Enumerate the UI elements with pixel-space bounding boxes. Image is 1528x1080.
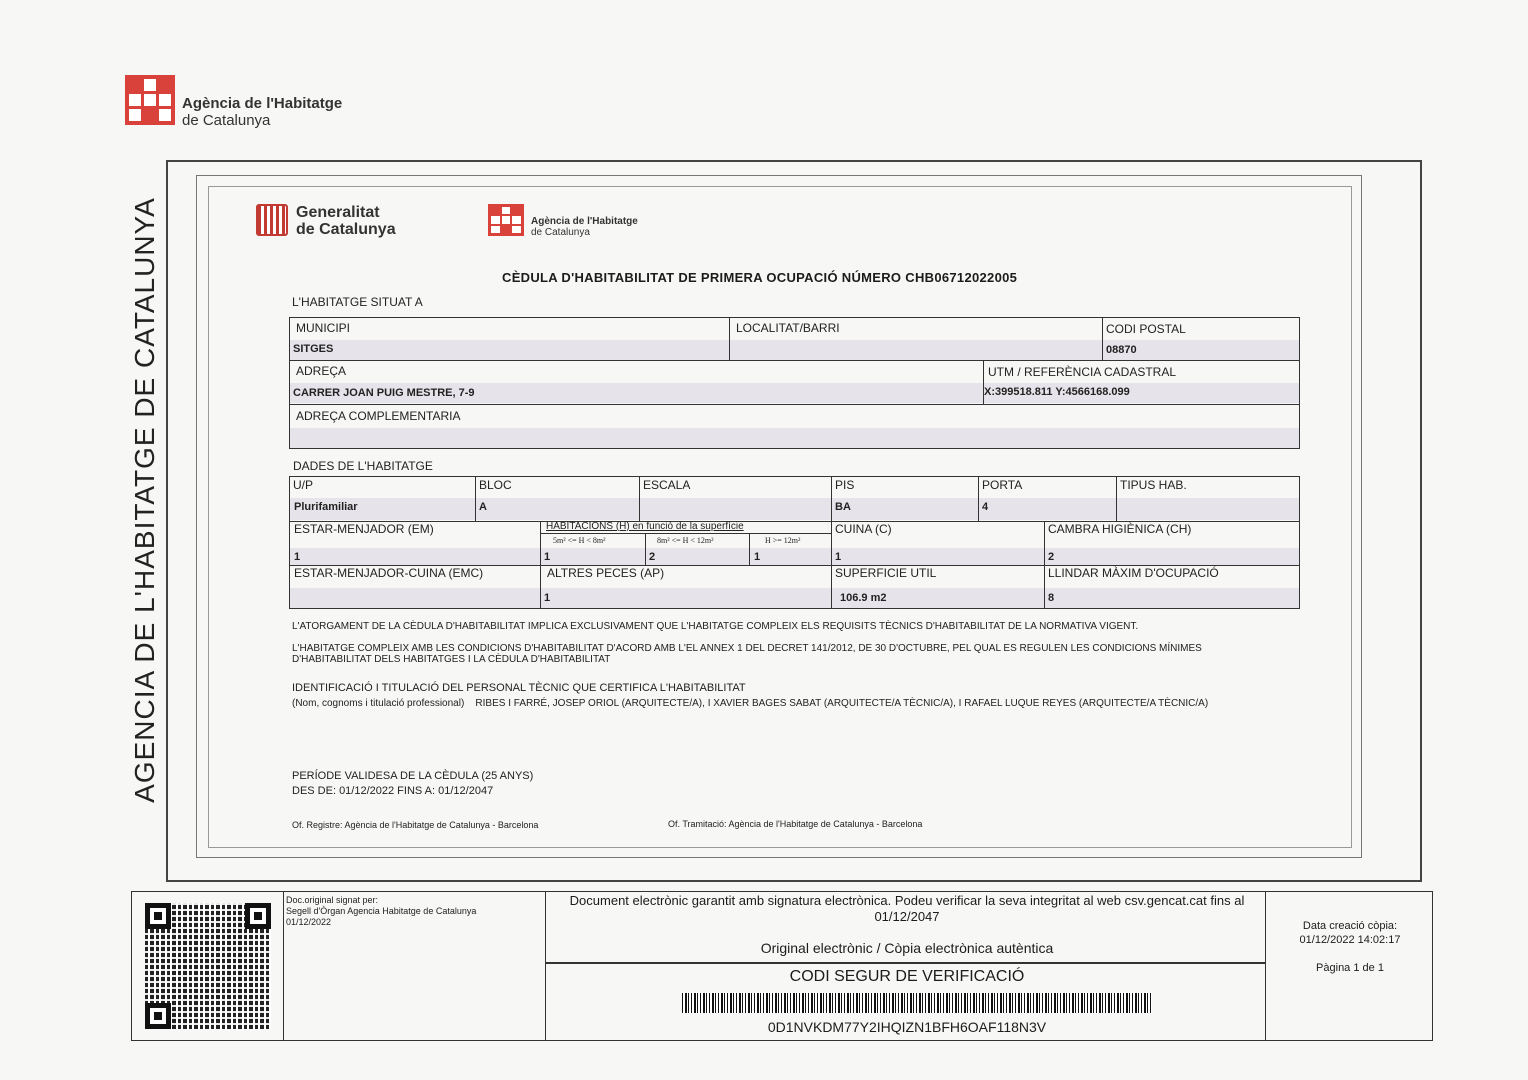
qr-code (145, 903, 271, 1029)
llindar-value: 8 (1048, 592, 1055, 604)
footer-row-divider (545, 962, 1265, 964)
porta-label: PORTA (982, 478, 1023, 492)
sub-row-divider (540, 533, 831, 534)
verify-text: Document electrònic garantit amb signatura electrònica. Podeu verificar la seva integritat al web csv.gencat.cat fins al 01/12/2047 (569, 893, 1245, 924)
barcode (682, 993, 1152, 1013)
document-title: CÈDULA D'HABITABILITAT DE PRIMERA OCUPACIÓ NÚMERO CHB06712022005 (502, 270, 1018, 285)
tipus-label: TIPUS HAB. (1120, 478, 1187, 492)
up-value: Plurifamiliar (294, 501, 358, 513)
codi-postal-value: 08870 (1106, 344, 1137, 356)
hab-r1-value: 1 (544, 551, 551, 563)
hab-label: HABITACIONS (H) en funció de la superfície (546, 521, 744, 532)
adreca-label: ADREÇA (296, 364, 347, 378)
utm-label: UTM / REFERÈNCIA CADASTRAL (988, 365, 1177, 379)
sup-label: SUPERFICIE UTIL (835, 566, 937, 580)
row-divider (289, 360, 1300, 361)
footer-divider (545, 891, 546, 1041)
llindar-label: LLINDAR MÀXIM D'OCUPACIÓ (1048, 566, 1219, 580)
ch-label: CAMBRA HIGIÈNICA (CH) (1048, 522, 1192, 536)
tecnic-heading: IDENTIFICACIÓ I TITULACIÓ DEL PERSONAL TÈCNIC QUE CERTIFICA L'HABITABILITAT (292, 682, 746, 694)
row-divider (289, 404, 1300, 405)
col-divider (831, 521, 832, 609)
signed-line1: Doc.original signat per: (286, 895, 379, 905)
side-vertical-text: AGENCIA DE L'HABITATGE DE CATALUNYA (129, 197, 160, 803)
legal-text-2: L'HABITATGE COMPLEIX AMB LES CONDICIONS D'HABITABILITAT D'ACORD AMB L'EL ANNEX 1 DEL DECRET 141/2012, DE 30 D'OCTUBRE, PEL QUAL ES REGULEN LES CONDICIONS MÍNIMES D'HABITABILITAT DELS HABITATGES I LA CÈDULA D'HABITABILITAT (292, 643, 1202, 665)
date-value: 01/12/2022 14:02:17 (1299, 934, 1401, 946)
municipi-label: MUNICIPI (296, 321, 350, 335)
col-divider (831, 476, 832, 521)
hab-r2-value: 2 (649, 551, 656, 563)
col-divider (645, 533, 646, 565)
agency-logo (125, 75, 175, 125)
tecnic-label: (Nom, cognoms i titulació professional) (292, 698, 465, 709)
footer-divider (283, 891, 284, 1041)
col-divider (749, 533, 750, 565)
hab-r3-value: 1 (754, 551, 761, 563)
validesa-line2: DES DE: 01/12/2022 FINS A: 01/12/2047 (292, 785, 494, 797)
gen-logo-line1: Generalitat (296, 204, 380, 221)
dades-section-label: DADES DE L'HABITATGE (293, 459, 433, 473)
small-logo-line2: de Catalunya (531, 227, 590, 238)
hab-r2-label: 8m² <= H < 12m² (657, 536, 714, 545)
utm-value: X:399518.811 Y:4566168.099 (984, 386, 1130, 398)
tecnic-block (292, 698, 1252, 709)
gen-logo-line2: de Catalunya (296, 221, 396, 238)
col-divider (475, 476, 476, 521)
col-divider (1044, 521, 1045, 609)
bloc-value: A (479, 501, 487, 513)
ap-label: ALTRES PECES (AP) (547, 566, 665, 580)
municipi-value: SITGES (293, 343, 334, 355)
small-logo-line1: Agència de l'Habitatge (531, 216, 638, 227)
small-agency-logo-text (531, 216, 638, 238)
location-section-label: L'HABITATGE SITUAT A (292, 295, 423, 309)
date-label: Data creació còpia: (1302, 920, 1398, 932)
signed-line3: 01/12/2022 (286, 917, 332, 927)
generalitat-logo-icon (256, 204, 288, 236)
signed-block (286, 895, 476, 928)
adreca-comp-label: ADREÇA COMPLEMENTARIA (296, 409, 461, 423)
shade (290, 428, 1299, 448)
emc-label: ESTAR-MENJADOR-CUINA (EMC) (294, 566, 484, 580)
up-label: U/P (293, 478, 314, 492)
em-label: ESTAR-MENJADOR (EM) (294, 522, 434, 536)
agency-logo-line2: de Catalunya (182, 112, 271, 129)
ch-value: 2 (1048, 551, 1055, 563)
of-tramitacio: Of. Tramitació: Agència de l'Habitatge de Catalunya - Barcelona (668, 819, 923, 829)
cuina-value: 1 (835, 551, 842, 563)
codi-postal-label: CODI POSTAL (1106, 322, 1186, 336)
page-number: Pàgina 1 de 1 (1316, 962, 1384, 974)
pis-label: PIS (835, 478, 855, 492)
porta-value: 4 (982, 501, 989, 513)
col-divider (639, 476, 640, 521)
hab-r1-label: 5m² <= H < 8m² (553, 536, 606, 545)
col-divider (729, 317, 730, 360)
ap-value: 1 (544, 592, 551, 604)
hab-r3-label: H >= 12m² (765, 536, 801, 545)
footer-divider (1265, 891, 1266, 1041)
shade (290, 498, 1299, 520)
csv-label: CODI SEGUR DE VERIFICACIÓ (789, 968, 1025, 985)
adreca-value: CARRER JOAN PUIG MESTRE, 7-9 (293, 387, 475, 399)
shade (290, 548, 1299, 565)
small-agency-logo (488, 204, 524, 236)
cuina-label: CUINA (C) (835, 522, 892, 536)
col-divider (978, 476, 979, 521)
pis-value: BA (835, 501, 851, 513)
em-value: 1 (294, 551, 301, 563)
col-divider (1116, 476, 1117, 521)
agency-logo-text (182, 95, 342, 129)
shade (290, 588, 1299, 608)
agency-logo-line1: Agència de l'Habitatge (182, 95, 343, 112)
localitat-label: LOCALITAT/BARRI (736, 321, 840, 335)
csv-code: 0D1NVKDM77Y2IHQIZN1BFH6OAF118N3V (767, 1019, 1047, 1035)
col-divider (1102, 317, 1103, 360)
generalitat-logo-text (296, 204, 396, 238)
legal-text-1: L'ATORGAMENT DE LA CÈDULA D'HABITABILITAT IMPLICA EXCLUSIVAMENT QUE L'HABITATGE COMPLEIX ELS REQUISITS TÈCNICS D'HABITABILITAT DE LA NORMATIVA VIGENT. (292, 621, 1139, 632)
escala-label: ESCALA (643, 478, 691, 492)
of-registre: Of. Registre: Agència de l'Habitatge de Catalunya - Barcelona (292, 820, 539, 830)
sup-value: 106.9 m2 (840, 592, 887, 604)
tecnic-value: RIBES I FARRÉ, JOSEP ORIOL (ARQUITECTE/A), I XAVIER BAGES SABAT (ARQUITECTE/A TÈCNIC/A), I RAFAEL LUQUE REYES (ARQUITECTE/A TÈCNIC/A) (475, 698, 1209, 709)
col-divider (540, 521, 541, 609)
bloc-label: BLOC (479, 478, 512, 492)
signed-line2: Segell d'Òrgan Agencia Habitatge de Catalunya (286, 906, 477, 916)
original-text: Original electrònic / Còpia electrònica autèntica (760, 940, 1054, 956)
validesa-line1: PERÍODE VALIDESA DE LA CÈDULA (25 ANYS) (292, 770, 534, 782)
shade (290, 340, 1299, 360)
